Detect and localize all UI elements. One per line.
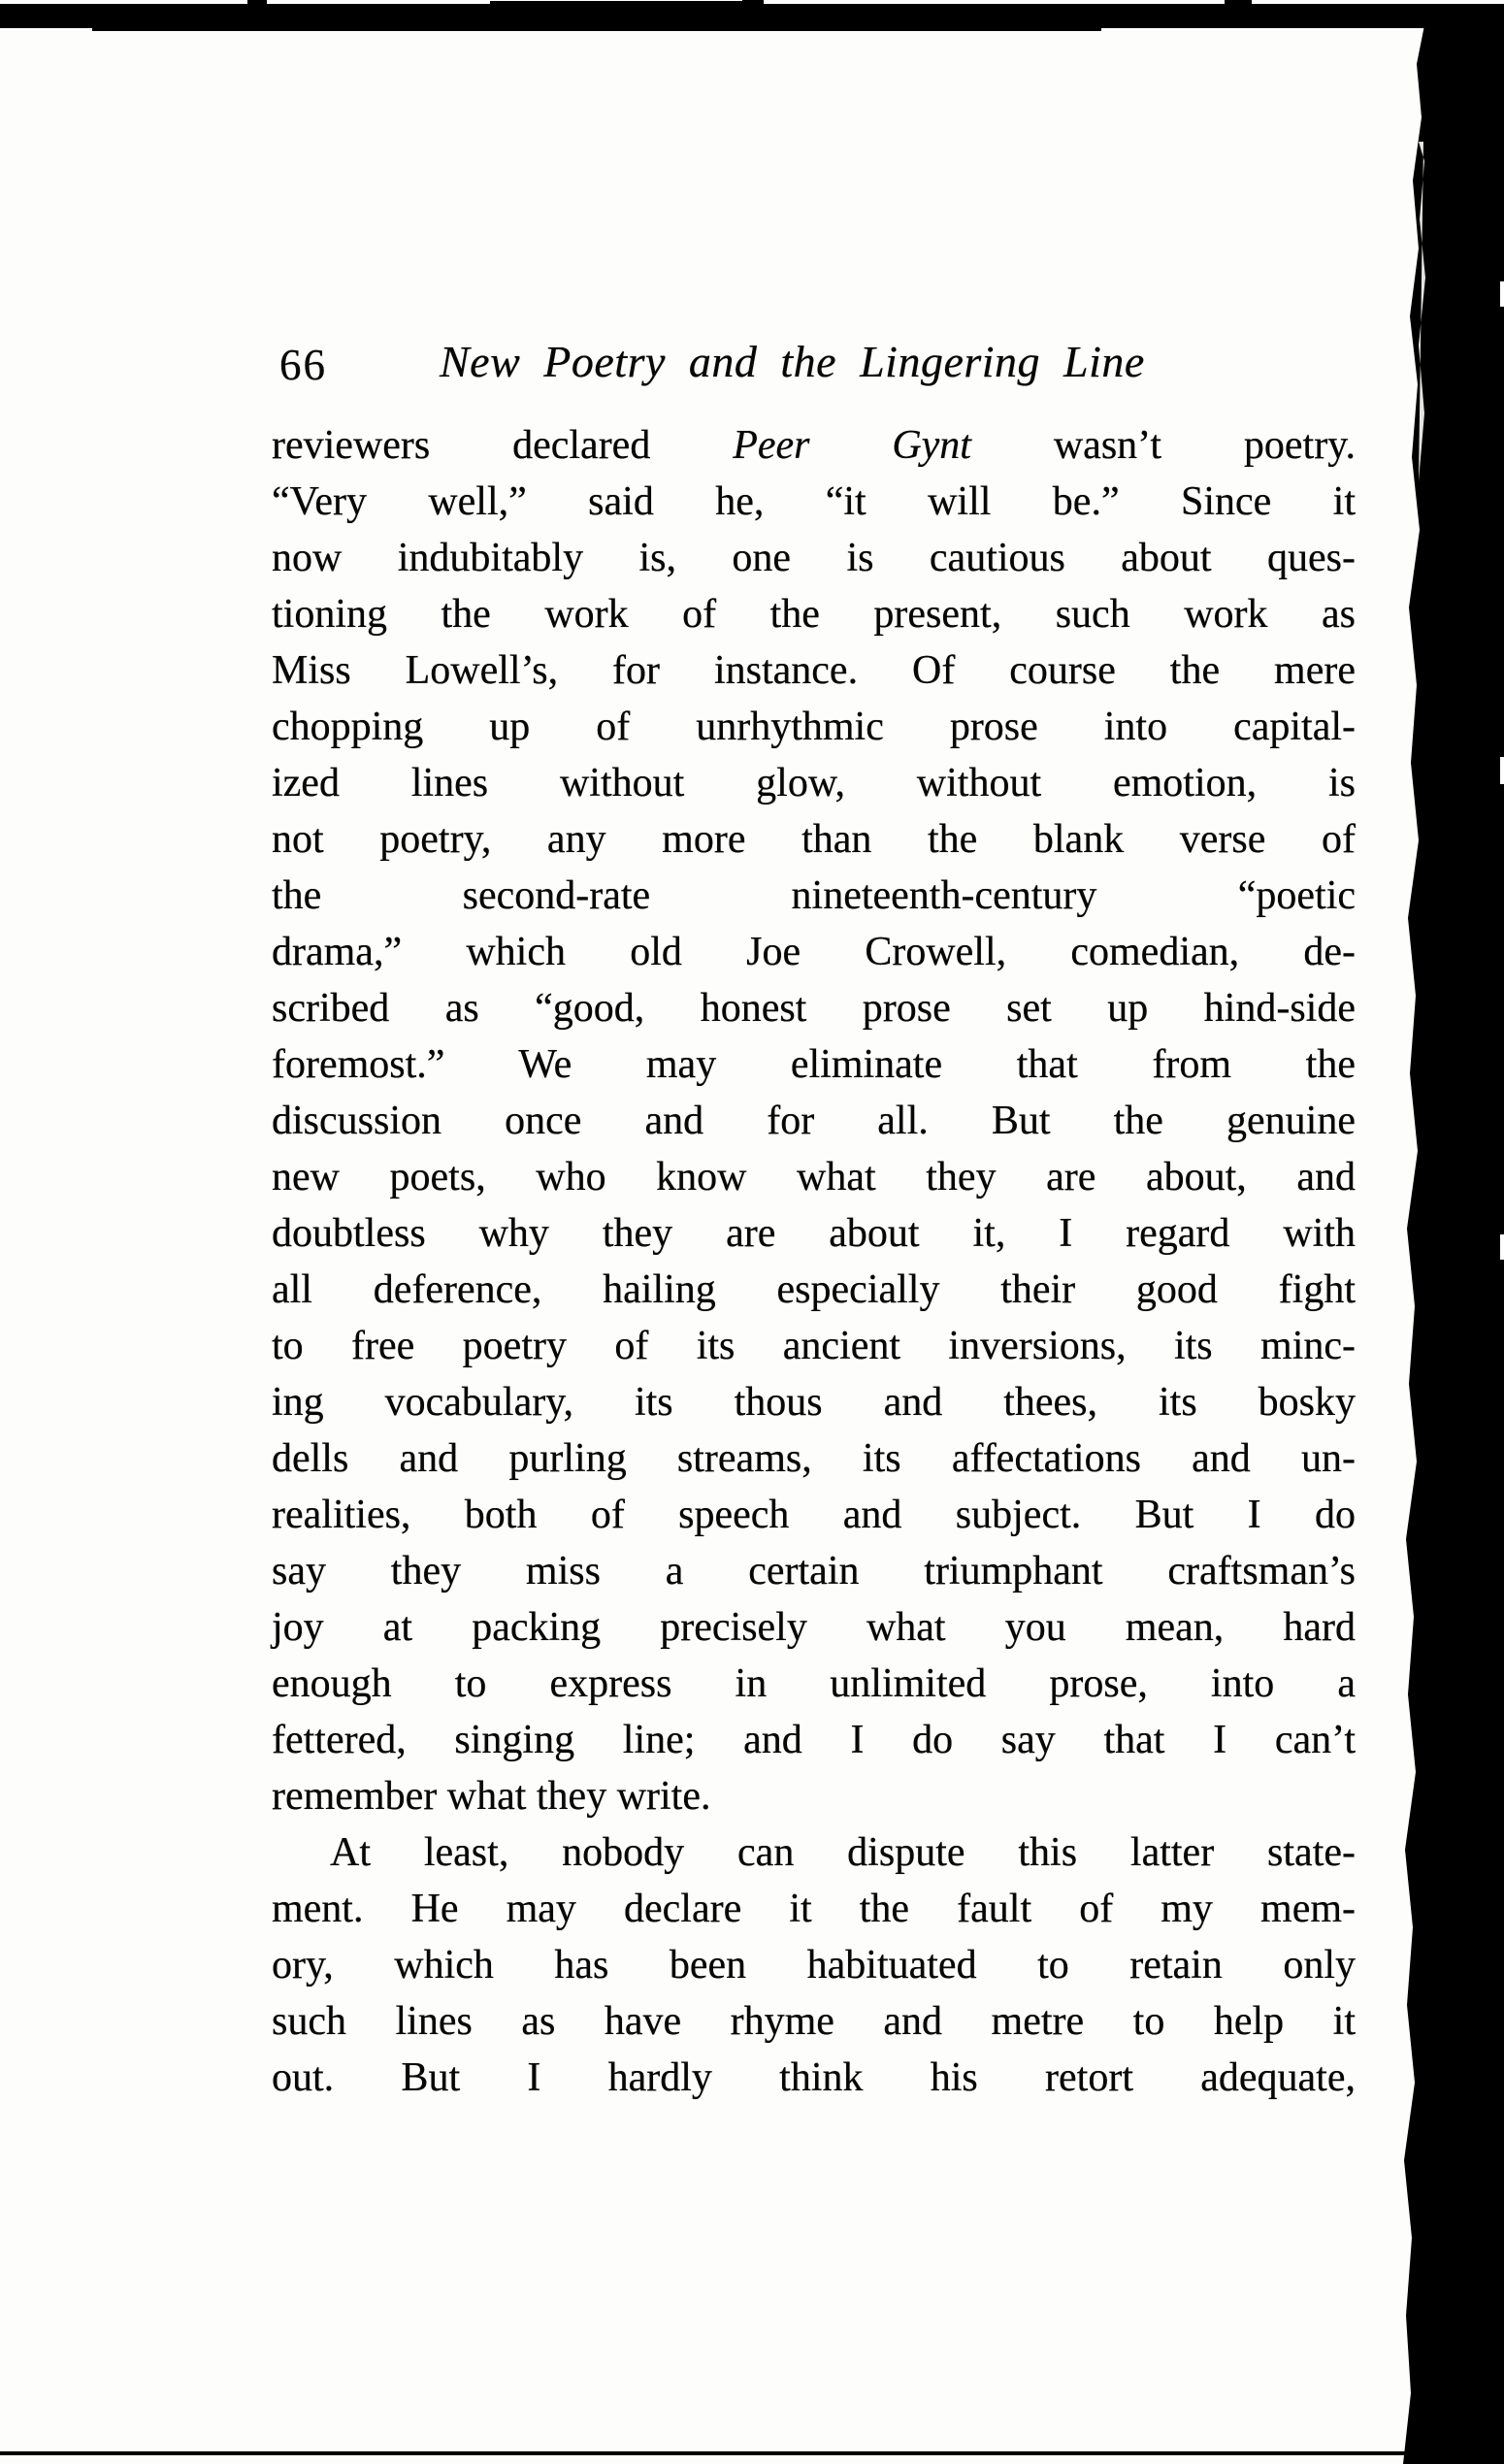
text-run: new poets, who know what they are about, and bbox=[272, 1155, 1356, 1199]
text-line bbox=[272, 530, 1356, 586]
text-line bbox=[272, 2050, 1356, 2106]
text-run: all deference, hailing especially their good fight bbox=[272, 1267, 1356, 1312]
text-line bbox=[272, 1993, 1356, 2050]
text-line bbox=[272, 417, 1356, 474]
scan-right-edge-strip bbox=[1395, 25, 1504, 2464]
text-line bbox=[272, 1262, 1356, 1318]
text-line bbox=[272, 924, 1356, 980]
running-title: New Poetry and the Lingering Line bbox=[440, 337, 1145, 386]
text-run: scribed as “good, honest prose set up hind-side bbox=[272, 986, 1356, 1031]
text-line bbox=[272, 642, 1356, 699]
text-run: not poetry, any more than the blank verse of bbox=[272, 817, 1356, 862]
text-line bbox=[272, 1487, 1356, 1543]
text-run: remember what they write. bbox=[272, 1774, 711, 1819]
text-run: realities, both of speech and subject. But I do bbox=[272, 1493, 1356, 1537]
text-line bbox=[272, 1093, 1356, 1149]
scan-edge-notch bbox=[1500, 281, 1504, 307]
body-text bbox=[272, 417, 1356, 2106]
text-run: reviewers declared bbox=[272, 423, 734, 468]
text-line bbox=[272, 1712, 1356, 1768]
scan-top-tick bbox=[247, 0, 267, 6]
text-line bbox=[272, 474, 1356, 530]
text-run: joy at packing precisely what you mean, hard bbox=[272, 1605, 1356, 1650]
text-line bbox=[272, 1374, 1356, 1430]
text-line bbox=[272, 1768, 1356, 1824]
text-line bbox=[272, 1599, 1356, 1656]
text-line bbox=[272, 1881, 1356, 1937]
scan-bottom-edge-line bbox=[0, 2451, 1405, 2455]
text-line bbox=[272, 755, 1356, 811]
text-run: ized lines without glow, without emotion, is bbox=[272, 761, 1356, 805]
text-run: foremost.” We may eliminate that from the bbox=[272, 1042, 1356, 1087]
scan-top-tick bbox=[1225, 0, 1252, 6]
italic-book-title: Peer Gynt bbox=[733, 423, 971, 468]
scan-top-tick bbox=[490, 1, 747, 6]
text-line bbox=[272, 980, 1356, 1036]
text-run: ory, which has been habituated to retain only bbox=[272, 1943, 1356, 1988]
text-line bbox=[272, 1149, 1356, 1205]
text-run: “Very well,” said he, “it will be.” Since it bbox=[272, 479, 1356, 524]
text-line bbox=[272, 1430, 1356, 1487]
scan-top-edge-bar bbox=[0, 4, 1504, 28]
text-run: now indubitably is, one is cautious about ques- bbox=[272, 536, 1356, 580]
scan-edge-notch bbox=[1500, 1234, 1504, 1260]
text-line bbox=[272, 1937, 1356, 1993]
scan-edge-notch bbox=[1500, 757, 1504, 784]
text-line bbox=[272, 1656, 1356, 1712]
text-run: such lines as have rhyme and metre to help it bbox=[272, 1999, 1356, 2044]
text-run: fettered, singing line; and I do say that I can’t bbox=[272, 1718, 1356, 1762]
text-run: ing vocabulary, its thous and thees, its bosky bbox=[272, 1380, 1356, 1425]
text-run: discussion once and for all. But the genuine bbox=[272, 1099, 1356, 1143]
text-line bbox=[272, 586, 1356, 642]
text-run: dells and purling streams, its affectations and un- bbox=[272, 1436, 1356, 1481]
text-line bbox=[272, 1036, 1356, 1093]
text-run: drama,” which old Joe Crowell, comedian, de- bbox=[272, 930, 1356, 974]
text-run: say they miss a certain triumphant craftsman’s bbox=[272, 1549, 1356, 1593]
text-line bbox=[272, 868, 1356, 924]
text-run: doubtless why they are about it, I regard with bbox=[272, 1211, 1356, 1256]
text-line bbox=[272, 1824, 1356, 1881]
text-run: enough to express in unlimited prose, into a bbox=[272, 1661, 1356, 1706]
text-run: At least, nobody can dispute this latter state- bbox=[330, 1830, 1356, 1875]
text-run: chopping up of unrhythmic prose into capital- bbox=[272, 705, 1356, 749]
scan-top-tick bbox=[742, 0, 764, 7]
text-run: Miss Lowell’s, for instance. Of course the mere bbox=[272, 648, 1356, 693]
text-run: wasn’t poetry. bbox=[970, 423, 1356, 468]
text-run: ment. He may declare it the fault of my mem- bbox=[272, 1887, 1356, 1931]
text-run: the second-rate nineteenth-century “poetic bbox=[272, 873, 1356, 918]
text-run: tioning the work of the present, such work as bbox=[272, 592, 1356, 637]
text-line bbox=[272, 1205, 1356, 1262]
text-line bbox=[272, 699, 1356, 755]
page-number: 66 bbox=[279, 341, 327, 389]
text-line bbox=[272, 1543, 1356, 1599]
text-line bbox=[272, 1318, 1356, 1374]
scan-top-edge-irregular bbox=[92, 27, 1101, 31]
text-run: out. But I hardly think his retort adequate, bbox=[272, 2055, 1356, 2100]
text-line bbox=[272, 811, 1356, 868]
text-run: to free poetry of its ancient inversions, its minc- bbox=[272, 1324, 1356, 1368]
